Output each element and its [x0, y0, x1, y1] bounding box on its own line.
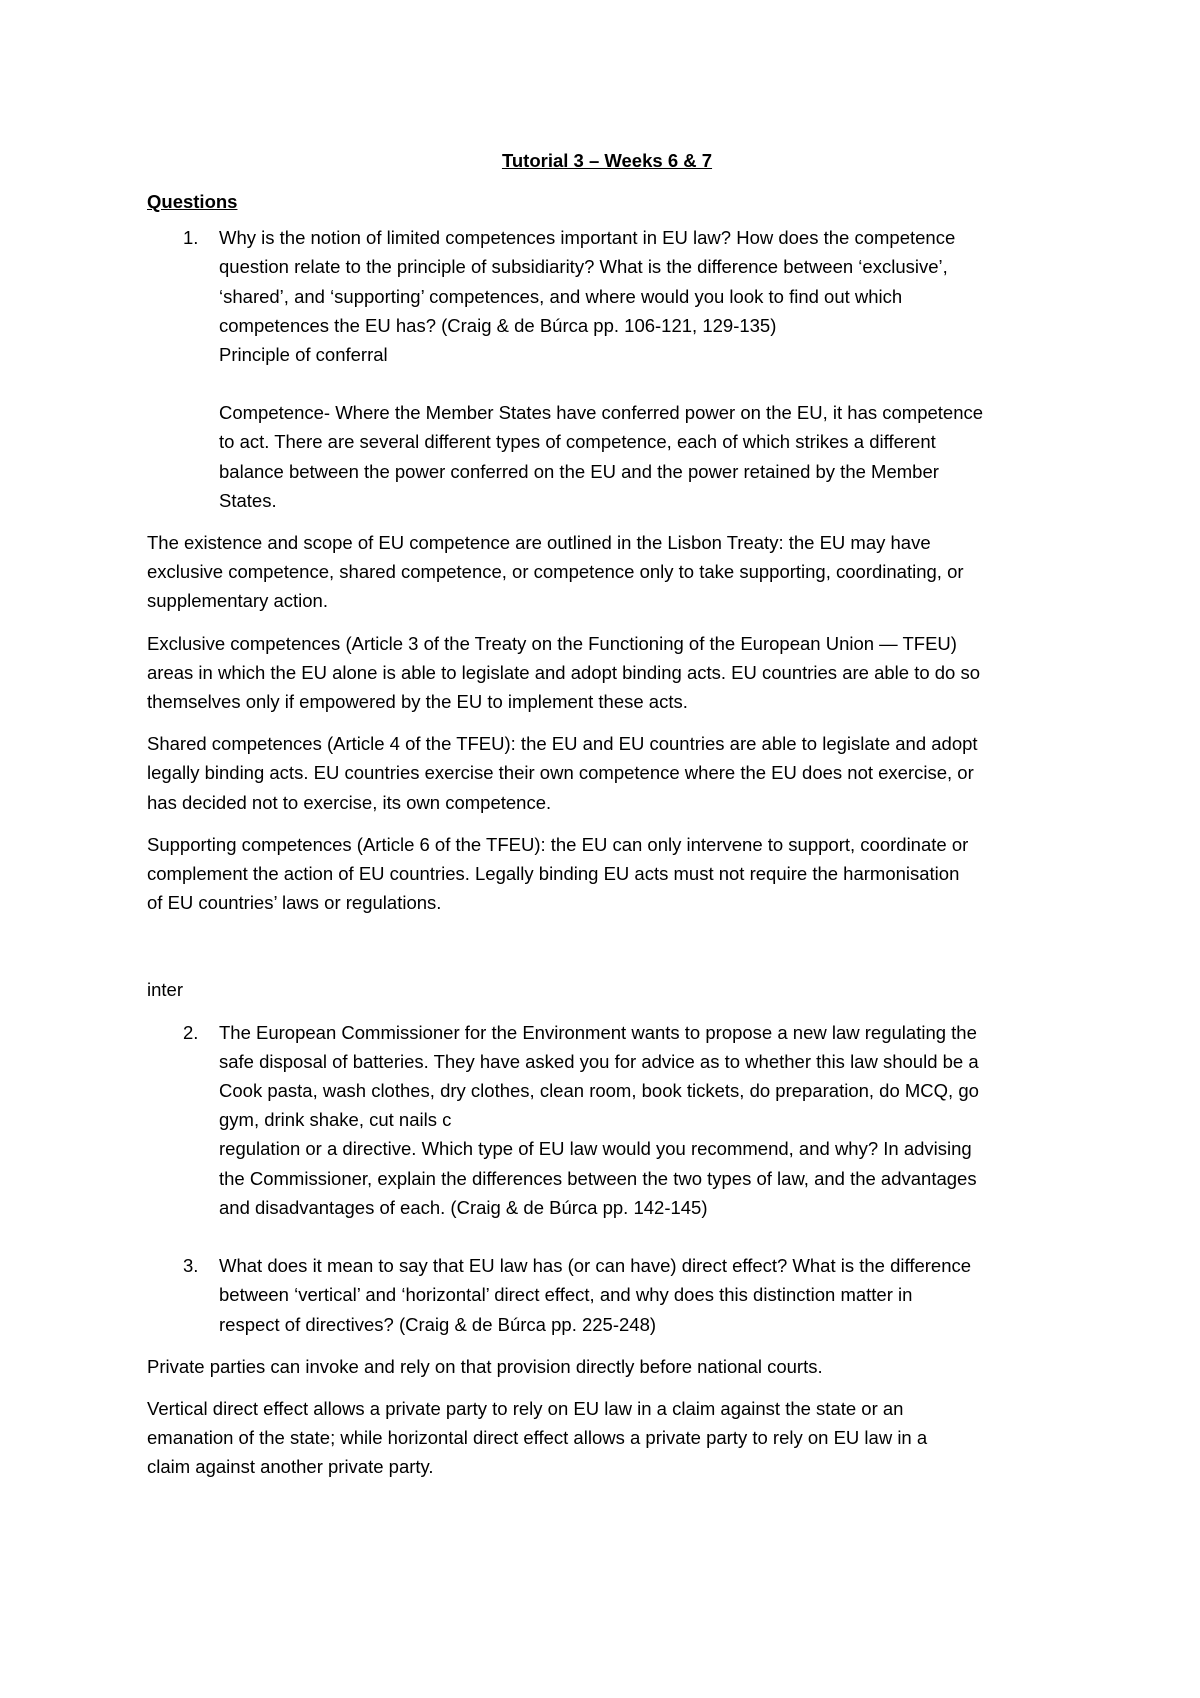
paragraph-private-parties — [147, 1352, 1067, 1381]
competence-note-line: Competence- Where the Member States have conferred power on the EU, it has competence — [219, 402, 984, 424]
inter-note — [147, 975, 1067, 1004]
paragraph-line: has decided not to exercise, its own competence. — [147, 791, 552, 813]
inter-text: inter — [147, 979, 183, 1001]
paragraph-line: legally binding acts. EU countries exercise their own competence where the EU does not exercise, or — [147, 762, 974, 784]
question-2-line: safe disposal of batteries. They have asked you for advice as to whether this law should be a — [219, 1050, 979, 1072]
paragraph-shared-competences — [147, 729, 1067, 817]
paragraph-line: Supporting competences (Article 6 of the TFEU): the EU can only intervene to support, coordinate or — [147, 833, 969, 855]
question-3 — [147, 1251, 1067, 1339]
todo-note-line: Cook pasta, wash clothes, dry clothes, clean room, book tickets, do preparation, do MCQ, go — [219, 1080, 979, 1102]
question-1-line: competences the EU has? (Craig & de Búrca pp. 106-121, 129-135) — [219, 314, 777, 336]
paragraph-line: themselves only if empowered by the EU to implement these acts. — [147, 691, 688, 713]
question-1-line: ‘shared’, and ‘supporting’ competences, and where would you look to find out which — [219, 285, 903, 307]
question-2-line: The European Commissioner for the Environment wants to propose a new law regulating the — [219, 1021, 977, 1043]
question-3-number: 3. — [183, 1255, 199, 1277]
paragraph-line: supplementary action. — [147, 590, 328, 612]
paragraph-line: emanation of the state; while horizontal direct effect allows a private party to rely on EU law in a — [147, 1427, 928, 1449]
paragraph-line: Shared competences (Article 4 of the TFEU): the EU and EU countries are able to legislate and adopt — [147, 733, 978, 755]
questions-heading: Questions — [147, 191, 238, 212]
paragraph-line: of EU countries’ laws or regulations. — [147, 892, 442, 914]
question-2-number: 2. — [183, 1021, 199, 1043]
paragraph-line: complement the action of EU countries. Legally binding EU acts must not require the harmonisation — [147, 863, 960, 885]
question-2-line: and disadvantages of each. (Craig & de Búrca pp. 142-145) — [219, 1196, 708, 1218]
competence-note-line: balance between the power conferred on the EU and the power retained by the Member — [219, 460, 939, 482]
question-1 — [147, 223, 1067, 515]
question-3-line: respect of directives? (Craig & de Búrca pp. 225-248) — [219, 1313, 657, 1335]
paragraph-line: Vertical direct effect allows a private party to rely on EU law in a claim against the state or an — [147, 1397, 904, 1419]
paragraph-exclusive-competences — [147, 629, 1067, 717]
principle-of-conferral-note: Principle of conferral — [219, 344, 388, 366]
paragraph-line: areas in which the EU alone is able to legislate and adopt binding acts. EU countries are able to do so — [147, 661, 981, 683]
paragraph-existence-scope — [147, 528, 1067, 616]
question-2 — [147, 1018, 1067, 1222]
question-1-line: Why is the notion of limited competences important in EU law? How does the competence — [219, 227, 956, 249]
question-3-line: between ‘vertical’ and ‘horizontal’ direct effect, and why does this distinction matter in — [219, 1284, 913, 1306]
paragraph-vertical-horizontal — [147, 1394, 1067, 1482]
question-1-number: 1. — [183, 227, 199, 249]
paragraph-line: Private parties can invoke and rely on that provision directly before national courts. — [147, 1355, 823, 1377]
paragraph-line: claim against another private party. — [147, 1456, 434, 1478]
paragraph-supporting-competences — [147, 830, 1067, 918]
question-3-line: What does it mean to say that EU law has (or can have) direct effect? What is the difference — [219, 1255, 972, 1277]
question-2-line: regulation or a directive. Which type of EU law would you recommend, and why? In advising — [219, 1138, 972, 1160]
competence-note-line: States. — [219, 489, 277, 511]
competence-note-line: to act. There are several different types of competence, each of which strikes a different — [219, 431, 936, 453]
blank-line — [219, 369, 1067, 398]
document-body — [147, 146, 1067, 1482]
paragraph-line: Exclusive competences (Article 3 of the Treaty on the Functioning of the European Union — TFEU) — [147, 632, 957, 654]
document-title: Tutorial 3 – Weeks 6 & 7 — [501, 150, 713, 171]
question-2-line: the Commissioner, explain the differences between the two types of law, and the advantages — [219, 1167, 977, 1189]
paragraph-line: The existence and scope of EU competence are outlined in the Lisbon Treaty: the EU may have — [147, 532, 931, 554]
paragraph-line: exclusive competence, shared competence, or competence only to take supporting, coordinating, or — [147, 561, 964, 583]
question-1-line: question relate to the principle of subsidiarity? What is the difference between ‘exclusive’, — [219, 256, 948, 278]
todo-note-line: gym, drink shake, cut nails c — [219, 1109, 452, 1131]
